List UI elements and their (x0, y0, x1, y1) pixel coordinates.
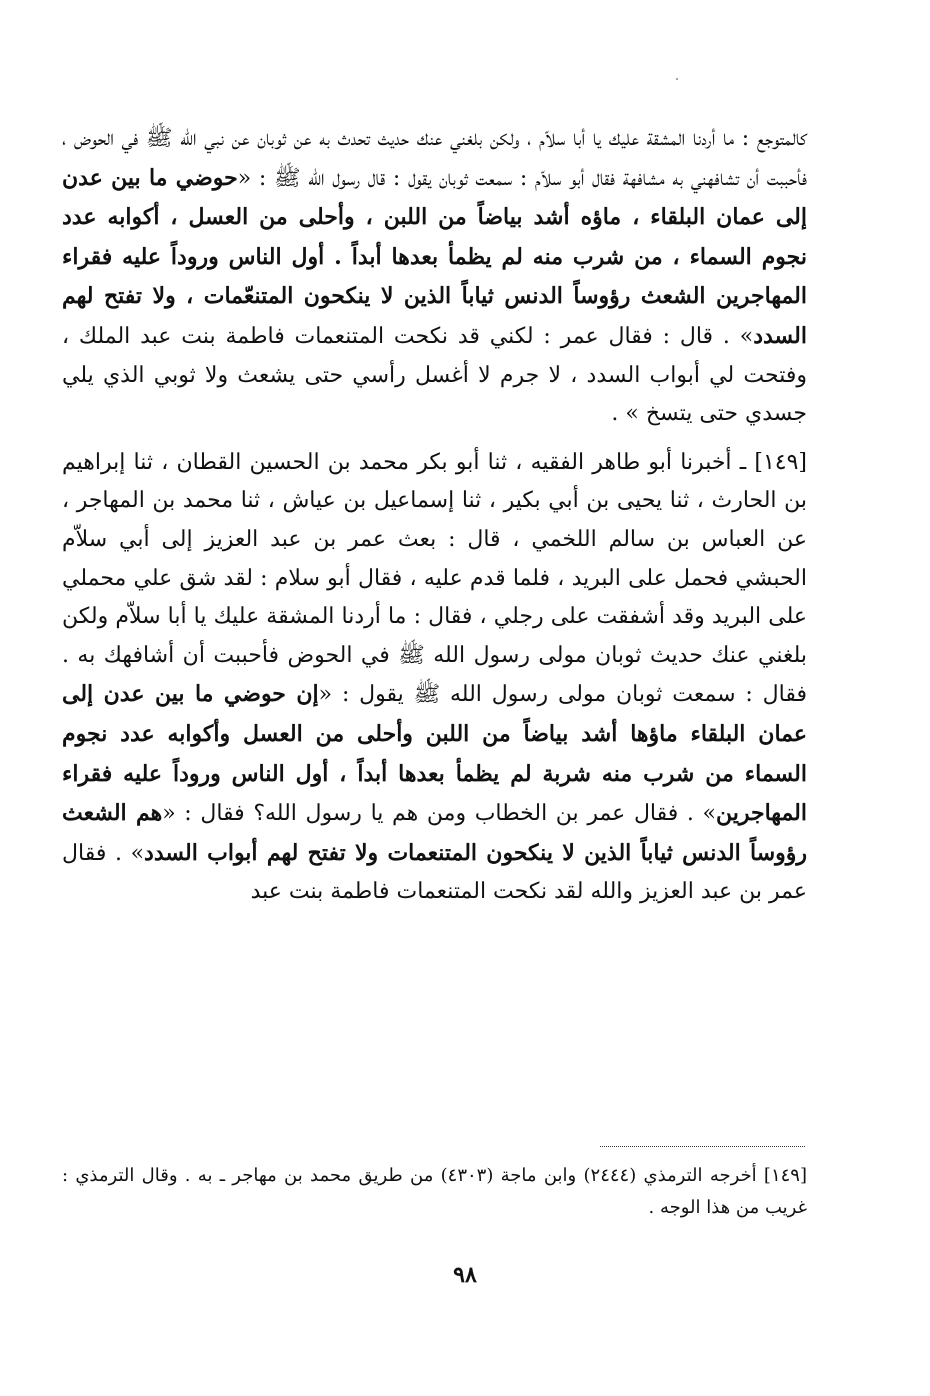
hadith-quote: إن حوضي ما بين عدن إلى عمان البلقاء ماؤها أشد بياضاً من اللبن وأحلى من العسل وأكوابه عدد نجوم السماء من شرب منه شربة لم يظمأ بعدها أبداً ، أول الناس وروداً عليه فقراء المهاجرين (62, 681, 807, 827)
main-text-block (62, 120, 807, 912)
text-segment: » . فقال عمر بن الخطاب ومن هم يا رسول الله؟ فقال : « (162, 801, 716, 827)
text-segment: » . قال : فقال عمر : لكني قد نكحت المتنعمات فاطمة بنت عبد الملك ، وفتحت لي أبواب السدد ، لا جرم لا أغسل رأسي حتى يشعث ولا ثوبي الذي يلي جسدي حتى يتسخ » . (62, 323, 807, 427)
footnote-divider (600, 1146, 805, 1147)
hadith-quote: هم الشعث رؤوساً الدنس ثياباً الذين لا ينكحون المتنعمات ولا تفتح لهم أبواب السدد (62, 800, 808, 866)
page-number: ٩٨ (453, 1262, 477, 1288)
paragraph (62, 120, 807, 434)
footnote: [١٤٩] أخرجه الترمذي (٢٤٤٤) وابن ماجة (٤٣٠٣) من طريق محمد بن مهاجر ـ به . وقال الترمذي : غريب من هذا الوجه . (62, 1165, 808, 1218)
text-segment: » . فقال عمر بن عبد العزيز والله لقد نكحت المتنعمات فاطمة بنت عبد (62, 840, 807, 905)
text-segment: كالمتوجع : ما أردنا المشقة عليك يا أبا سلاّم ، ولكن بلغني عنك حديث تحدث به عن ثوبان عن نبي الله ﷺ في الحوض ، فأحببت أن تشافهني به مشافهة فقال أبو سلاّم : سمعت ثوبان يقول : قال رسول الله ﷺ : « (62, 126, 807, 191)
paragraph (62, 444, 807, 912)
text-segment: [١٤٩] ـ أخبرنا أبو طاهر الفقيه ، ثنا أبو بكر محمد بن الحسين القطان ، ثنا إبراهيم بن الحارث ، ثنا يحيى بن أبي بكير ، ثنا إسماعيل بن عياش ، ثنا محمد بن المهاجر ، عن العباس بن سالم اللخمي ، قال : بعث عمر بن عبد العزيز إلى أبي سلاّم الحبشي فحمل على البريد ، فلما قدم عليه ، فقال أبو سلام : لقد شق علي محملي على البريد وقد أشفقت على رجلي ، فقال : ما أردنا المشقة عليك يا أبا سلاّم ولكن بلغني عنك حديث ثوبان مولى رسول الله ﷺ في الحوض فأحببت أن أشافهك به . فقال : سمعت ثوبان مولى رسول الله ﷺ يقول : « (62, 449, 807, 708)
scan-speck (676, 78, 678, 80)
hadith-quote: حوضي ما بين عدن إلى عمان البلقاء ، ماؤه أشد بياضاً من اللبن ، وأحلى من العسل ، أكوابه عدد نجوم السماء ، من شرب منه لم يظمأ بعدها أبداً . أول الناس وروداً عليه فقراء المهاجرين الشعث رؤوساً الدنس ثياباً الذين لا ينكحون المتنعّمات ، ولا تفتح لهم السدد (62, 164, 807, 349)
